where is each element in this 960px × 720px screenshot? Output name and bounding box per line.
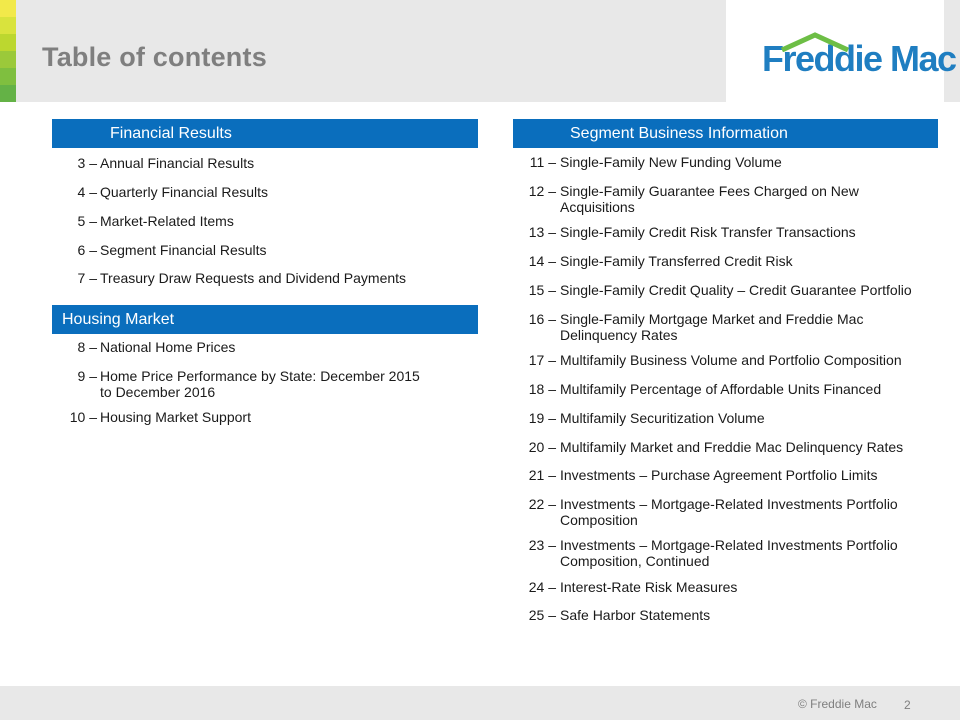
toc-item-title: Investments – Mortgage-Related Investments Portfolio Composition bbox=[560, 496, 898, 528]
toc-item-title: Market-Related Items bbox=[100, 213, 234, 229]
section-header-financial-results bbox=[52, 119, 478, 148]
toc-item-number: 4 – bbox=[77, 184, 97, 200]
toc-item-number: 5 – bbox=[77, 213, 97, 229]
toc-item-number: 20 – bbox=[528, 439, 556, 455]
toc-item-title: Multifamily Business Volume and Portfolio Composition bbox=[560, 352, 902, 368]
toc-item-title: Single-Family Transferred Credit Risk bbox=[560, 253, 793, 269]
toc-item[interactable] bbox=[52, 409, 430, 443]
toc-item-number: 6 – bbox=[77, 242, 97, 258]
toc-item-title: Single-Family Guarantee Fees Charged on New Acquisitions bbox=[560, 183, 859, 215]
toc-item-title: Multifamily Securitization Volume bbox=[560, 410, 765, 426]
toc-item-title: Quarterly Financial Results bbox=[100, 184, 269, 200]
accent-square bbox=[0, 0, 16, 17]
toc-item-number: 13 – bbox=[528, 224, 556, 240]
freddie-mac-logo bbox=[762, 38, 956, 78]
toc-item-number: 14 – bbox=[528, 253, 556, 269]
accent-square bbox=[0, 51, 16, 68]
toc-item-number: 7 – bbox=[77, 270, 97, 286]
toc-item-number: 18 – bbox=[528, 381, 556, 397]
accent-squares bbox=[0, 0, 16, 102]
toc-list-housing-market bbox=[52, 339, 482, 439]
accent-square bbox=[0, 68, 16, 85]
toc-item-title: Treasury Draw Requests and Dividend Payments bbox=[100, 270, 407, 286]
section-header-label: Segment Business Information bbox=[570, 125, 788, 142]
toc-item-number: 11 – bbox=[529, 154, 556, 170]
toc-item-title: Annual Financial Results bbox=[100, 155, 255, 171]
toc-item-number: 19 – bbox=[528, 410, 556, 426]
toc-item-number: 25 – bbox=[528, 607, 556, 623]
toc-item[interactable] bbox=[513, 537, 935, 571]
toc-item-title: Housing Market Support bbox=[100, 409, 251, 425]
toc-item-number: 15 – bbox=[528, 282, 556, 298]
toc-item-number: 9 – bbox=[77, 368, 97, 384]
toc-item-title: Single-Family Credit Quality – Credit Guarantee Portfolio bbox=[560, 282, 912, 298]
toc-item-number: 23 – bbox=[528, 537, 556, 553]
toc-item-title: Single-Family Mortgage Market and Freddie Mac Delinquency Rates bbox=[560, 311, 864, 343]
toc-item-title: Single-Family Credit Risk Transfer Transactions bbox=[560, 224, 856, 240]
toc-item[interactable] bbox=[513, 311, 935, 345]
section-header-label: Financial Results bbox=[110, 125, 232, 142]
section-header-label: Housing Market bbox=[62, 311, 175, 328]
toc-item-number: 16 – bbox=[528, 311, 556, 327]
toc-item-number: 8 – bbox=[77, 339, 97, 355]
toc-item-title: Segment Financial Results bbox=[100, 242, 267, 258]
accent-square bbox=[0, 34, 16, 51]
toc-item-title: Safe Harbor Statements bbox=[560, 607, 711, 623]
section-header-housing-market bbox=[52, 305, 478, 334]
logo-text: Freddie Mac bbox=[762, 38, 956, 79]
toc-item-number: 21 – bbox=[528, 467, 556, 483]
toc-item-title: Interest-Rate Risk Measures bbox=[560, 579, 738, 595]
toc-item[interactable] bbox=[52, 270, 480, 304]
toc-item[interactable] bbox=[513, 496, 935, 530]
toc-item-title: Home Price Performance by State: December 2015 to December 2016 bbox=[100, 368, 420, 400]
toc-item-number: 24 – bbox=[528, 579, 556, 595]
accent-square bbox=[0, 85, 16, 102]
toc-list-financial-results bbox=[52, 155, 482, 295]
toc-item-number: 10 – bbox=[69, 409, 97, 425]
toc-list-segment-business bbox=[513, 154, 943, 634]
house-roof-icon bbox=[780, 32, 850, 52]
accent-square bbox=[0, 17, 16, 34]
section-header-segment-business bbox=[513, 119, 938, 148]
toc-item-title: Multifamily Percentage of Affordable Units Financed bbox=[560, 381, 882, 397]
page-title: Table of contents bbox=[42, 42, 267, 72]
toc-item[interactable] bbox=[52, 368, 430, 402]
toc-item-title: National Home Prices bbox=[100, 339, 236, 355]
toc-item-title: Multifamily Market and Freddie Mac Delinquency Rates bbox=[560, 439, 904, 455]
toc-item-title: Single-Family New Funding Volume bbox=[560, 154, 782, 170]
toc-item-number: 17 – bbox=[528, 352, 556, 368]
toc-item-title: Investments – Mortgage-Related Investments Portfolio Composition, Continued bbox=[560, 537, 898, 569]
toc-item[interactable] bbox=[513, 607, 935, 641]
toc-item-title: Investments – Purchase Agreement Portfolio Limits bbox=[560, 467, 878, 483]
toc-item-number: 12 – bbox=[528, 183, 556, 199]
footer-copyright: © Freddie Mac bbox=[798, 697, 877, 711]
toc-item-number: 3 – bbox=[77, 155, 97, 171]
page-number: 2 bbox=[904, 698, 911, 712]
toc-item[interactable] bbox=[513, 183, 935, 217]
toc-item-number: 22 – bbox=[528, 496, 556, 512]
